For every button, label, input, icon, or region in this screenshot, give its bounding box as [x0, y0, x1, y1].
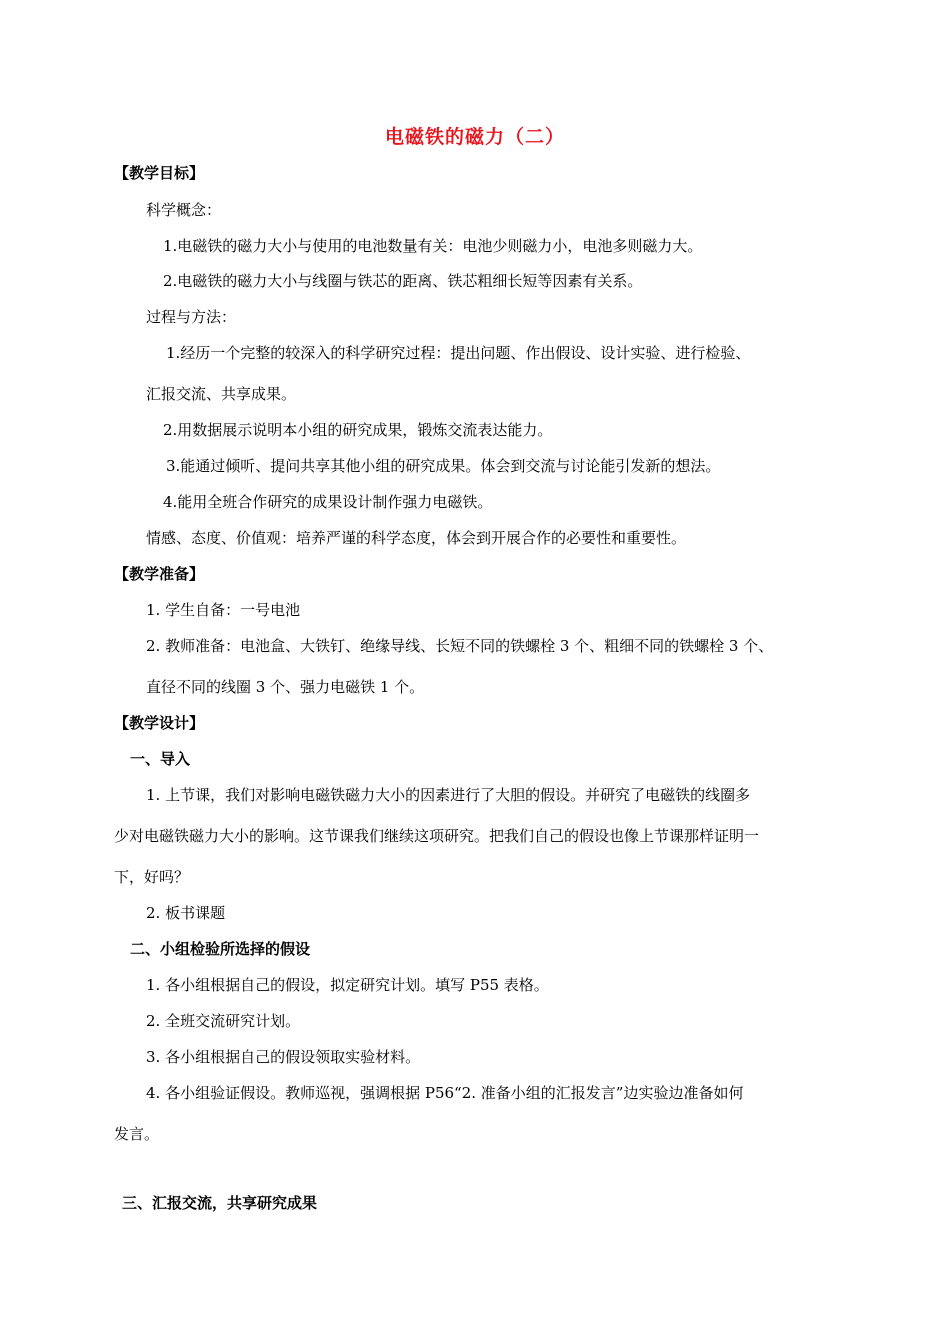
- intro-item-continuation: 少对电磁铁磁力大小的影响。这节课我们继续这项研究。把我们自己的假设也像上节课那样证明一: [114, 827, 760, 845]
- process-item: 4.能用全班合作研究的成果设计制作强力电磁铁。: [163, 493, 493, 511]
- group-test-item: 1. 各小组根据自己的假设，拟定研究计划。填写 P55 表格。: [146, 976, 549, 994]
- intro-item: 1. 上节课，我们对影响电磁铁磁力大小的因素进行了大胆的假设。并研究了电磁铁的线圈多: [146, 786, 751, 804]
- group-test-item: 3. 各小组根据自己的假设领取实验材料。: [146, 1048, 421, 1066]
- document-title: 电磁铁的磁力（二）: [384, 126, 565, 148]
- section-title-report: 三、汇报交流，共享研究成果: [122, 1194, 318, 1212]
- process-item: 2.用数据展示说明本小组的研究成果，锻炼交流表达能力。: [163, 421, 553, 439]
- concept-item: 2.电磁铁的磁力大小与线圈与铁芯的距离、铁芯粗细长短等因素有关系。: [163, 272, 643, 290]
- group-test-item-continuation: 发言。: [114, 1125, 160, 1143]
- objectives-heading: 【教学目标】: [114, 164, 205, 182]
- attitude-text: 情感、态度、价值观：培养严谨的科学态度，体会到开展合作的必要性和重要性。: [146, 529, 687, 547]
- section-title-group-test: 二、小组检验所选择的假设: [130, 940, 311, 958]
- process-item-continuation: 汇报交流、共享成果。: [146, 385, 297, 403]
- preparation-item-continuation: 直径不同的线圈 3 个、强力电磁铁 1 个。: [146, 678, 425, 696]
- preparation-item: 1. 学生自备：一号电池: [146, 601, 301, 619]
- section-title-intro: 一、导入: [130, 750, 191, 768]
- process-item: 1.经历一个完整的较深入的科学研究过程：提出问题、作出假设、设计实验、进行检验、: [166, 344, 751, 362]
- process-label: 过程与方法：: [146, 308, 237, 326]
- intro-item-continuation: 下，好吗？: [114, 868, 190, 886]
- process-item: 3.能通过倾听、提问共享其他小组的研究成果。体会到交流与讨论能引发新的想法。: [166, 457, 721, 475]
- preparation-item: 2. 教师准备：电池盒、大铁钉、绝缘导线、长短不同的铁螺栓 3 个、粗细不同的铁螺栓 3 个、: [146, 637, 774, 655]
- design-heading: 【教学设计】: [114, 714, 205, 732]
- group-test-item: 2. 全班交流研究计划。: [146, 1012, 301, 1030]
- intro-item: 2. 板书课题: [146, 904, 226, 922]
- concept-item: 1.电磁铁的磁力大小与使用的电池数量有关：电池少则磁力小，电池多则磁力大。: [163, 237, 703, 255]
- group-test-item: 4. 各小组验证假设。教师巡视，强调根据 P56“2. 准备小组的汇报发言”边实验边准备如何: [146, 1084, 744, 1102]
- concept-label: 科学概念：: [146, 201, 222, 219]
- preparation-heading: 【教学准备】: [114, 565, 205, 583]
